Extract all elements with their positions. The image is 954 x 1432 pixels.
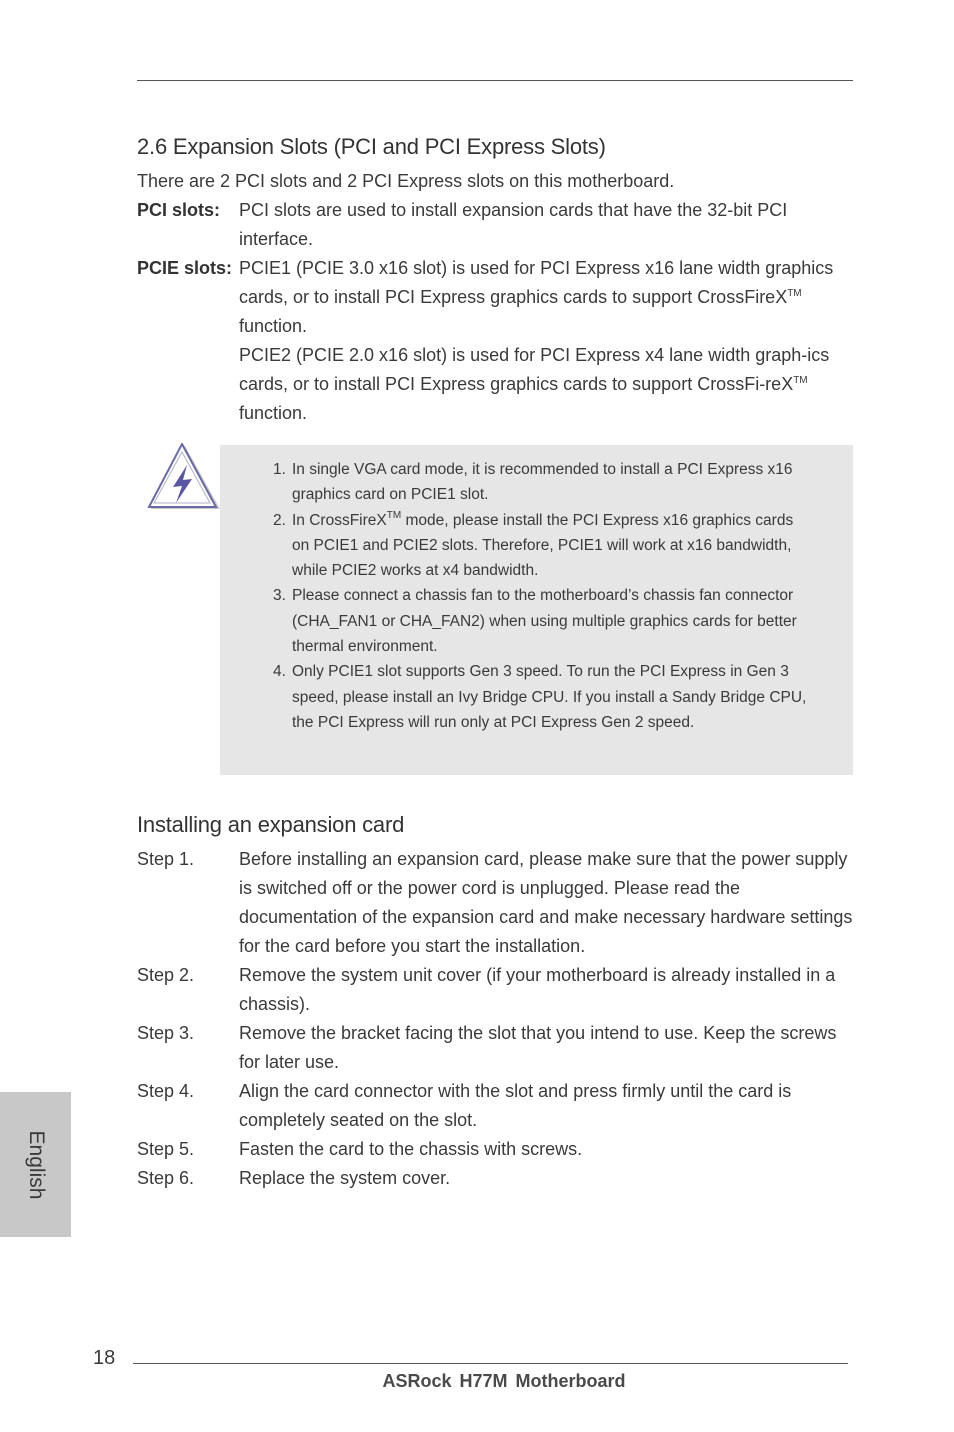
pcie1-description: PCIE1 (PCIE 3.0 x16 slot) is used for PCI Express x16 lane width graphics cards, or to install PCI Express graphics cards to support CrossFireX™ function. <box>239 258 834 336</box>
note-item: 4. Only PCIE1 slot supports Gen 3 speed. To run the PCI Express in Gen 3 speed, please install an Ivy Bridge CPU. If you install a Sandy Bridge CPU, the PCI Express will run only at PCI Express Gen 2 speed. <box>273 663 807 731</box>
step-text: Align the card connector with the slot and press firmly until the card is completely seated on the slot. <box>239 1081 792 1130</box>
warning-icon <box>146 443 222 515</box>
pci-slots-definition <box>137 196 853 254</box>
step-item <box>137 1164 853 1193</box>
trademark-mark: TM <box>793 375 808 386</box>
note-item: 1. In single VGA card mode, it is recommended to install a PCI Express x16 graphics card on PCIE1 slot. <box>273 461 793 504</box>
pcie2-description: PCIE2 (PCIE 2.0 x16 slot) is used for PCI Express x4 lane width graph-ics cards, or to install PCI Express graphics cards to support CrossFi-reX™ function. <box>239 345 830 423</box>
step-text: Remove the system unit cover (if your motherboard is already installed in a chassis). <box>239 965 836 1014</box>
step-item <box>137 845 853 961</box>
note-item: 3. Please connect a chassis fan to the motherboard’s chassis fan connector (CHA_FAN1 or CHA_FAN2) when using multiple graphics cards for better thermal environment. <box>273 587 797 656</box>
pci-slots-description: PCI slots are used to install expansion cards that have the 32-bit PCI interface. <box>239 200 788 249</box>
section-title: 2.6 Expansion Slots (PCI and PCI Express Slots) <box>137 134 606 159</box>
language-tab <box>0 1092 71 1237</box>
step-item <box>137 1077 853 1135</box>
trademark-mark: TM <box>787 288 802 299</box>
step-label: Step 2. <box>137 965 195 985</box>
step-item <box>137 1019 853 1077</box>
step-text: Fasten the card to the chassis with screws. <box>239 1139 583 1159</box>
pcie-slots-definition <box>137 254 853 428</box>
step-item <box>137 1135 853 1164</box>
pci-slots-term: PCI slots: <box>137 200 221 220</box>
step-label: Step 1. <box>137 849 195 869</box>
step-label: Step 4. <box>137 1081 195 1101</box>
page-number: 18 <box>93 1347 116 1369</box>
notes-list <box>273 457 813 735</box>
step-text: Remove the bracket facing the slot that you intend to use. Keep the screws for later use. <box>239 1023 837 1072</box>
language-tab-label: English <box>24 1130 48 1199</box>
step-label: Step 6. <box>137 1168 195 1188</box>
trademark-mark: TM <box>386 509 402 521</box>
step-label: Step 3. <box>137 1023 195 1043</box>
step-item <box>137 961 853 1019</box>
top-rule <box>137 80 853 81</box>
step-text: Before installing an expansion card, please make sure that the power supply is switched off or the power cord is unplugged. Please read the documentation of the expansion card and make necessary hardware settings for the card before you start the installation. <box>239 849 853 956</box>
step-label: Step 5. <box>137 1139 195 1159</box>
section-intro: There are 2 PCI slots and 2 PCI Express slots on this motherboard. <box>137 171 675 191</box>
install-steps <box>137 845 853 1193</box>
bottom-rule <box>133 1363 848 1364</box>
install-title: Installing an expansion card <box>137 812 405 837</box>
footer-title: ASRock H77M Motherboard <box>382 1371 626 1391</box>
pcie-slots-term: PCIE slots: <box>137 258 233 278</box>
note-item: 2. In CrossFireX™ mode, please install the PCI Express x16 graphics cards on PCIE1 and PCIE2 slots. Therefore, PCIE1 will work at x16 bandwidth, while PCIE2 works at x4 bandwidth. <box>273 509 794 580</box>
step-text: Replace the system cover. <box>239 1168 451 1188</box>
